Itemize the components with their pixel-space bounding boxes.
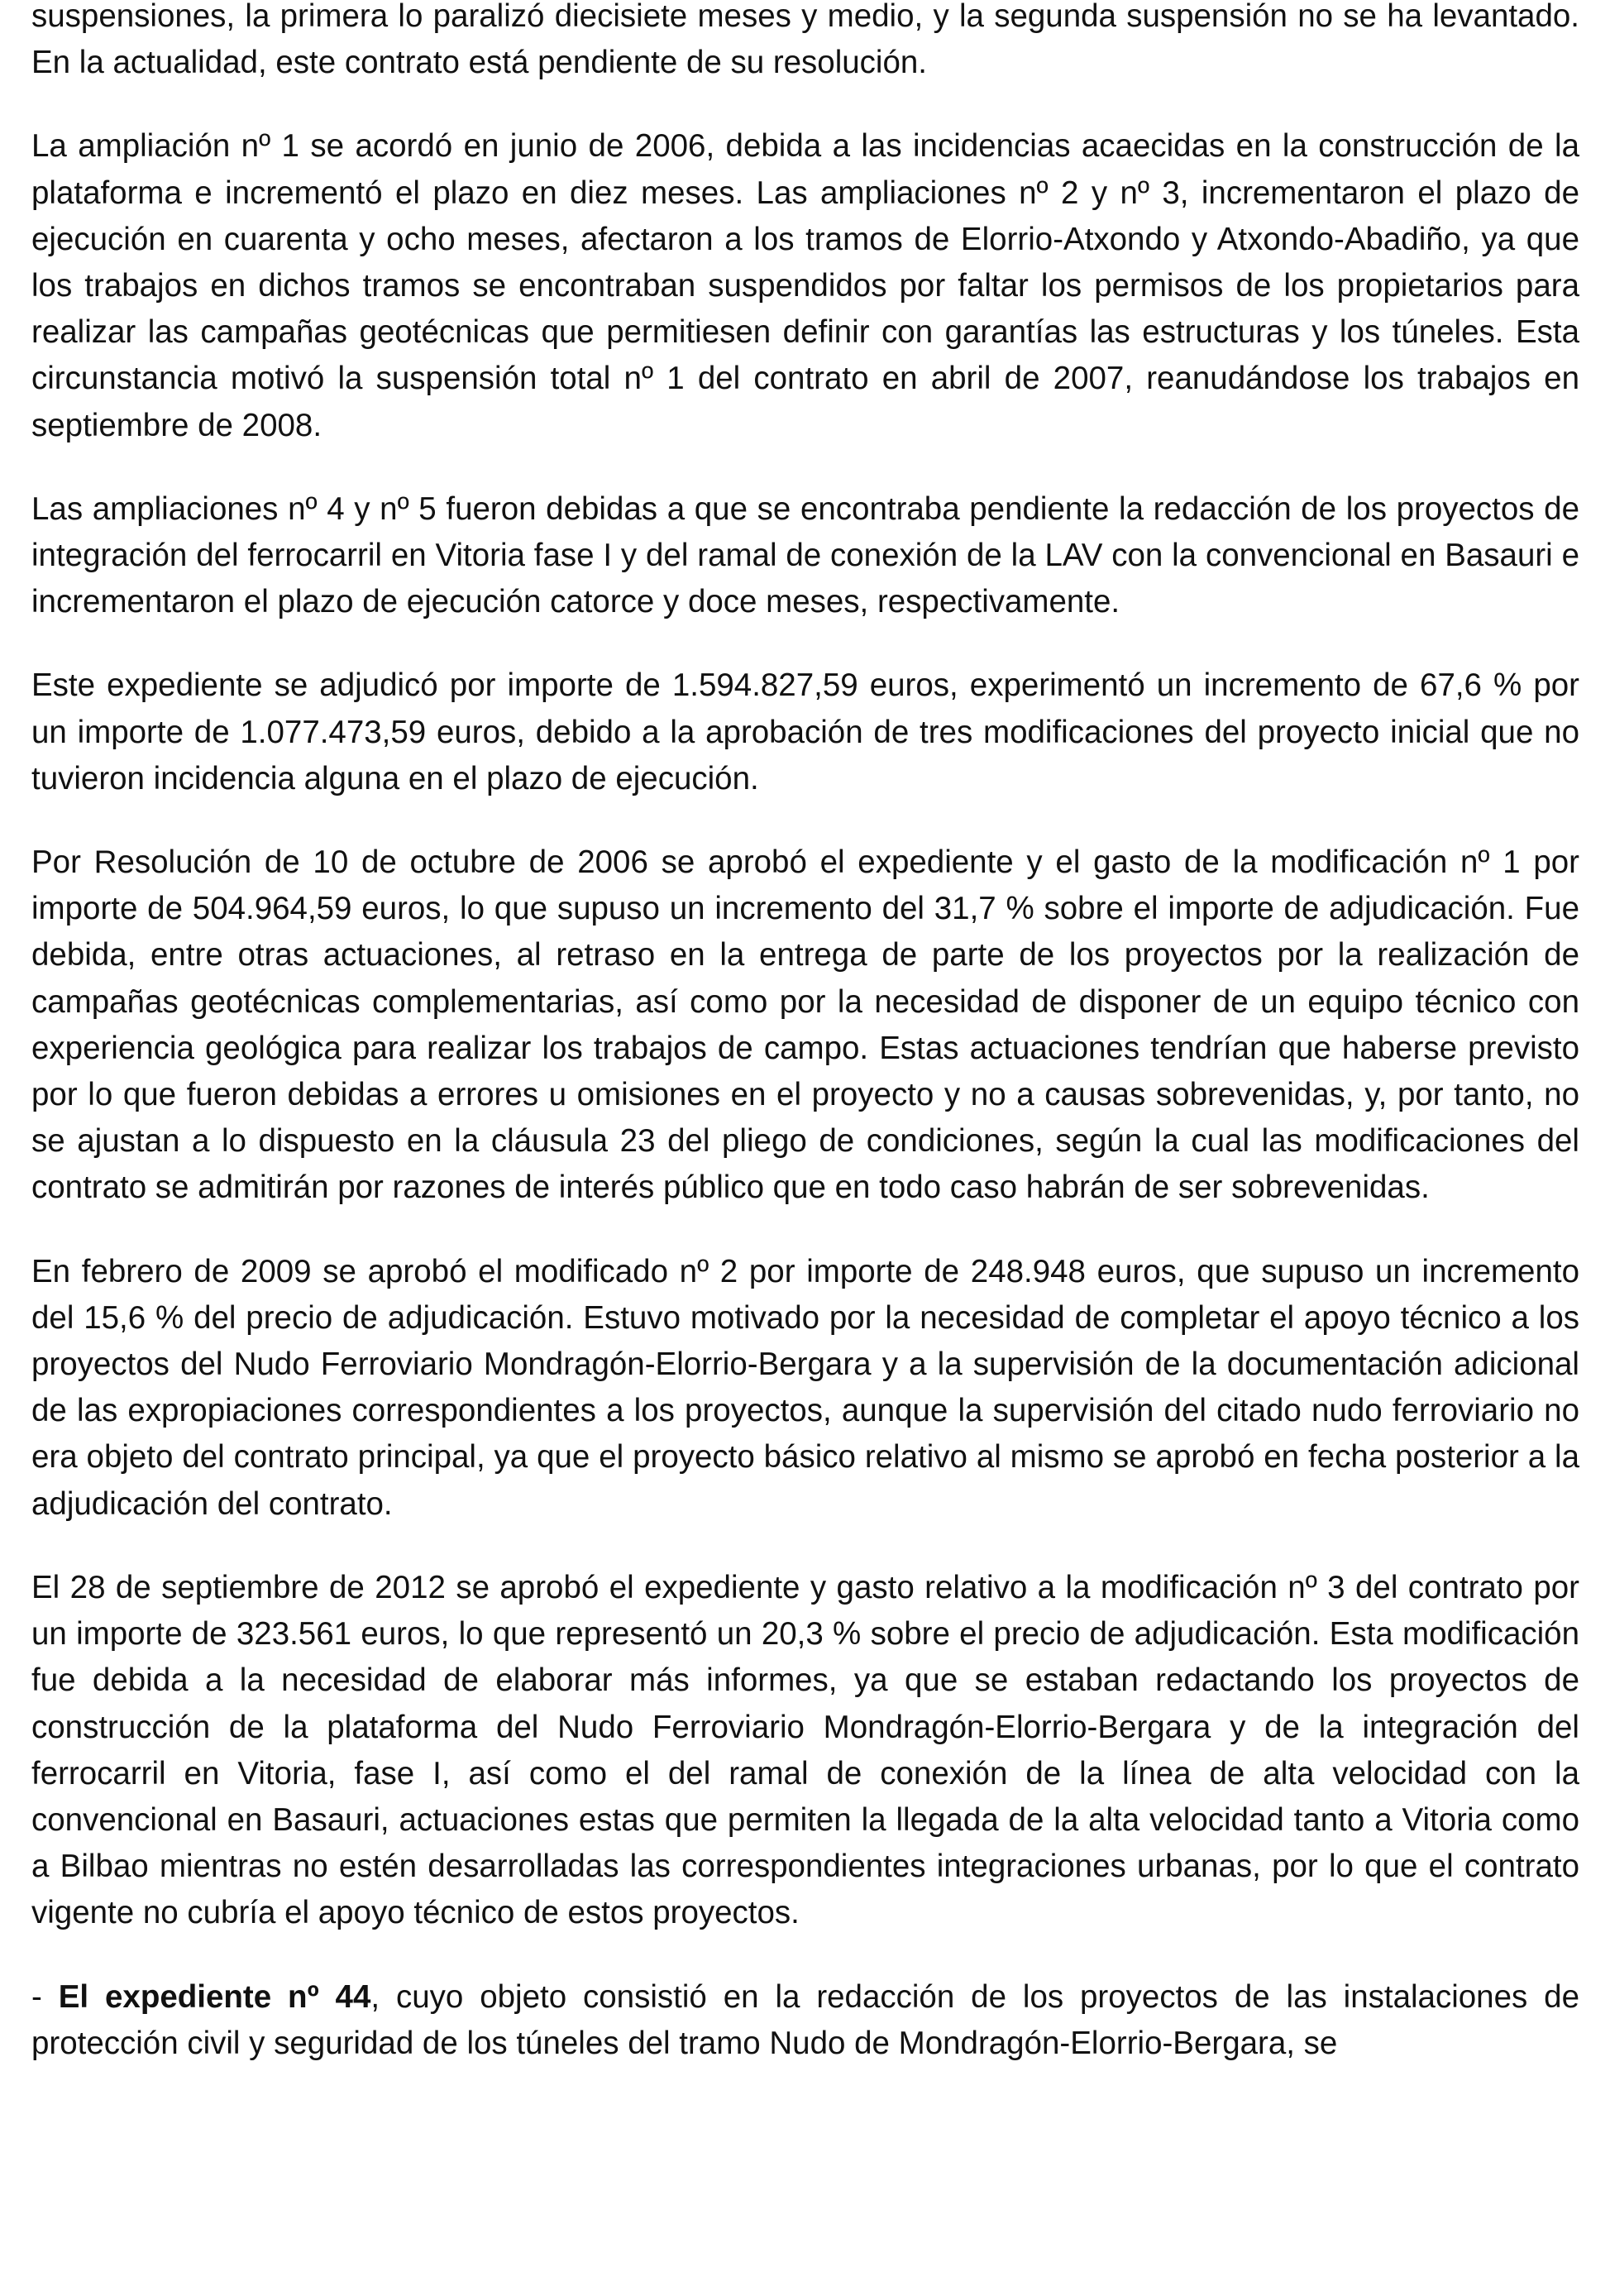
expediente-heading: El expediente nº 44 bbox=[58, 1978, 371, 2015]
paragraph: Este expediente se adjudicó por importe de 1.594.827,59 euros, experimentó un incremento de 67,6 % por un importe de 1.077.473,59 euros, debido a la aprobación de tres modificaciones del proyecto inicial que no tuvieron incidencia alguna en el plazo de ejecución. bbox=[31, 667, 1579, 796]
paragraph: Las ampliaciones nº 4 y nº 5 fueron debidas a que se encontraba pendiente la redacción de los proyectos de integración del ferrocarril en Vitoria fase I y del ramal de conexión de la LAV con la convencional en Basauri e incrementaron el plazo de ejecución catorce y doce meses, respectivamente. bbox=[31, 490, 1579, 620]
list-dash: - bbox=[31, 1978, 59, 2015]
paragraph: La ampliación nº 1 se acordó en junio de 2006, debida a las incidencias acaecidas en la construcción de la plataforma e incrementó el plazo en diez meses. Las ampliaciones nº 2 y nº 3, incrementaron el plazo de ejecución en cuarenta y ocho meses, afectaron a los tramos de Elorrio-Atxondo y Atxondo-Abadiño, ya que los trabajos en dichos tramos se encontraban suspendidos por faltar los permisos de los propietarios para realizar las campañas geotécnicas que permitiesen definir con garantías las estructuras y los túneles. Esta circunstancia motivó la suspensión total nº 1 del contrato en abril de 2007, reanudándose los trabajos en septiembre de 2008. bbox=[31, 128, 1579, 443]
paragraph: El 28 de septiembre de 2012 se aprobó el expediente y gasto relativo a la modificación nº 3 del contrato por un importe de 323.561 euros, lo que representó un 20,3 % sobre el precio de adjudicación. Esta modificación fue debida a la necesidad de elaborar más informes, ya que se estaban redactando los proyectos de construcción de la plataforma del Nudo Ferroviario Mondragón-Elorrio-Bergara y de la integración del ferrocarril en Vitoria, fase I, así como el del ramal de conexión de la línea de alta velocidad con la convencional en Basauri, actuaciones estas que permiten la llegada de la alta velocidad tanto a Vitoria como a Bilbao mientras no estén desarrolladas las correspondientes integraciones urbanas, por lo que el contrato vigente no cubría el apoyo técnico de estos proyectos. bbox=[31, 1569, 1579, 1931]
paragraph: Por Resolución de 10 de octubre de 2006 se aprobó el expediente y el gasto de la modificación nº 1 por importe de 504.964,59 euros, lo que supuso un incremento del 31,7 % sobre el importe de adjudicación. Fue debida, entre otras actuaciones, al retraso en la entrega de parte de los proyectos por la realización de campañas geotécnicas complementarias, así como por la necesidad de disponer de un equipo técnico con experiencia geológica para realizar los trabajos de campo. Estas actuaciones tendrían que haberse previsto por lo que fueron debidas a errores u omisiones en el proyecto y no a causas sobrevenidas, y, por tanto, no se ajustan a lo dispuesto en la cláusula 23 del pliego de condiciones, según la cual las modificaciones del contrato se admitirán por razones de interés público que en todo caso habrán de ser sobrevenidas. bbox=[31, 844, 1579, 1206]
paragraph: En febrero de 2009 se aprobó el modificado nº 2 por importe de 248.948 euros, que supuso un incremento del 15,6 % del precio de adjudicación. Estuvo motivado por la necesidad de completar el apoyo técnico a los proyectos del Nudo Ferroviario Mondragón-Elorrio-Bergara y a la supervisión de la documentación adicional de las expropiaciones correspondientes a los proyectos, aunque la supervisión del citado nudo ferroviario no era objeto del contrato principal, ya que el proyecto básico relativo al mismo se aprobó en fecha posterior a la adjudicación del contrato. bbox=[31, 1253, 1579, 1522]
paragraph-text: , cuyo objeto consistió en la redacción de los proyectos de las instalaciones de protección civil y seguridad de los túneles del tramo Nudo de Mondragón-Elorrio-Bergara, se bbox=[31, 1978, 1579, 2061]
paragraph-expediente-44 bbox=[31, 1974, 1579, 2067]
document-page bbox=[31, 0, 1579, 2104]
paragraph: suspensiones, la primera lo paralizó diecisiete meses y medio, y la segunda suspensión no se ha levantado. En la actualidad, este contrato está pendiente de su resolución. bbox=[31, 0, 1579, 81]
